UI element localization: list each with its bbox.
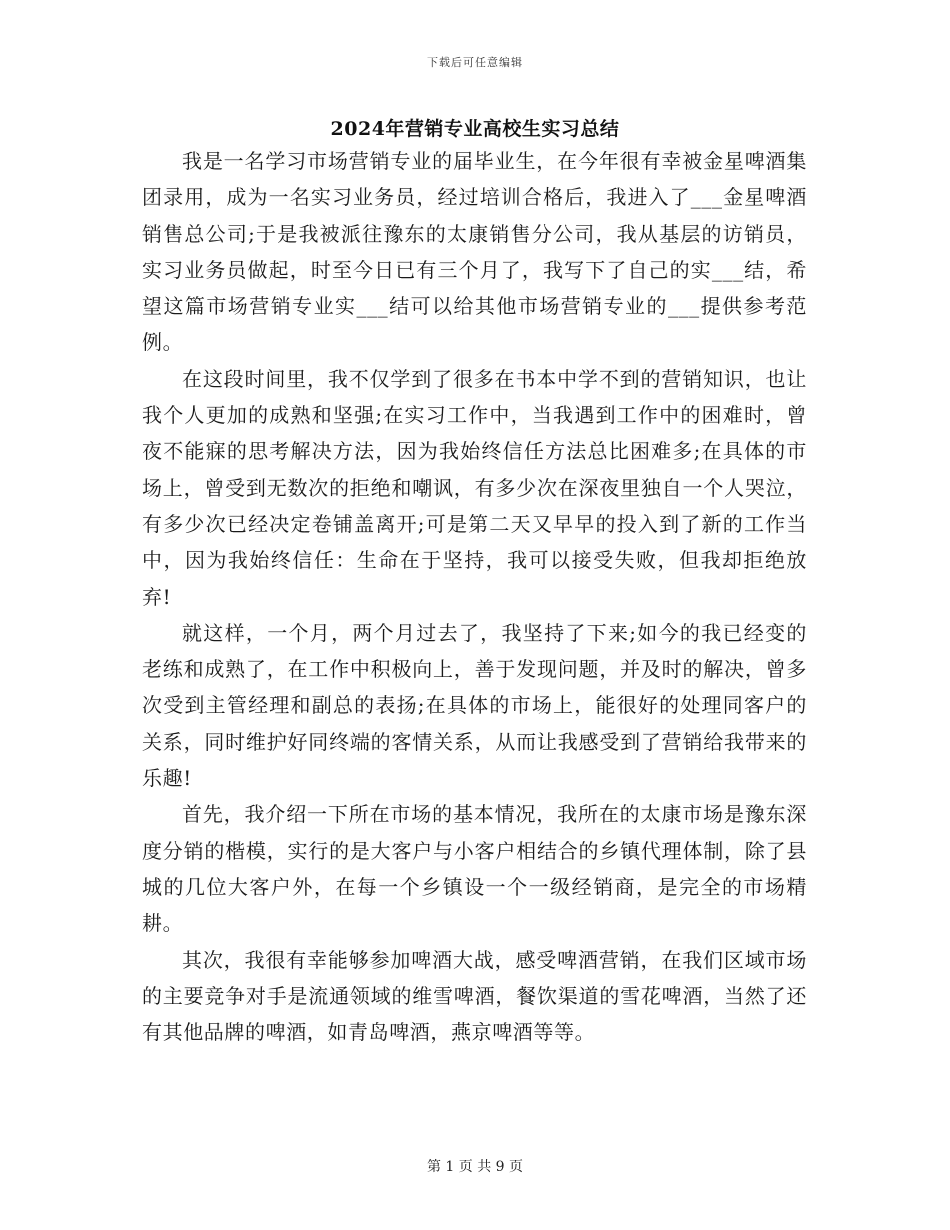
page-number: 第 1 页 共 9 页: [426, 1159, 524, 1175]
document-body: [142, 143, 807, 1050]
paragraph-3: 就这样，一个月，两个月过去了，我坚持了下来;如今的我已经变的老练和成熟了，在工作中积极向上，善于发现问题，并及时的解决，曾多次受到主管经理和副总的表扬;在具体的市场上，能很好的处理同客户的关系，同时维护好同终端的客情关系，从而让我感受到了营销给我带来的乐趣!: [142, 620, 807, 791]
paragraph-1: 我是一名学习市场营销专业的届毕业生，在今年很有幸被金星啤酒集团录用，成为一名实习业务员，经过培训合格后，我进入了___金星啤酒销售总公司;于是我被派往豫东的太康销售分公司，我从基层的访销员，实习业务员做起，时至今日已有三个月了，我写下了自己的实___结，希望这篇市场营销专业实___结可以给其他市场营销专业的___提供参考范例。: [142, 149, 807, 355]
paragraph-4: 首先，我介绍一下所在市场的基本情况，我所在的太康市场是豫东深度分销的楷模，实行的是大客户与小客户相结合的乡镇代理体制，除了县城的几位大客户外，在每一个乡镇设一个一级经销商，是完全的市场精耕。: [142, 802, 807, 936]
paragraph-2: 在这段时间里，我不仅学到了很多在书本中学不到的营销知识，也让我个人更加的成熟和坚强;在实习工作中，当我遇到工作中的困难时，曾夜不能寐的思考解决方法，因为我始终信任方法总比困难多;在具体的市场上，曾受到无数次的拒绝和嘲讽，有多少次在深夜里独自一个人哭泣，有多少次已经决定卷铺盖离开;可是第二天又早早的投入到了新的工作当中，因为我始终信任：生命在于坚持，我可以接受失败，但我却拒绝放弃!: [142, 366, 807, 609]
paragraph-5: 其次，我很有幸能够参加啤酒大战，感受啤酒营销，在我们区域市场的主要竞争对手是流通领域的维雪啤酒，餐饮渠道的雪花啤酒，当然了还有其他品牌的啤酒，如青岛啤酒，燕京啤酒等等。: [142, 947, 807, 1045]
header-note: 下载后可任意编辑: [427, 56, 523, 69]
document-title: 2024年营销专业高校生实习总结: [330, 118, 620, 140]
